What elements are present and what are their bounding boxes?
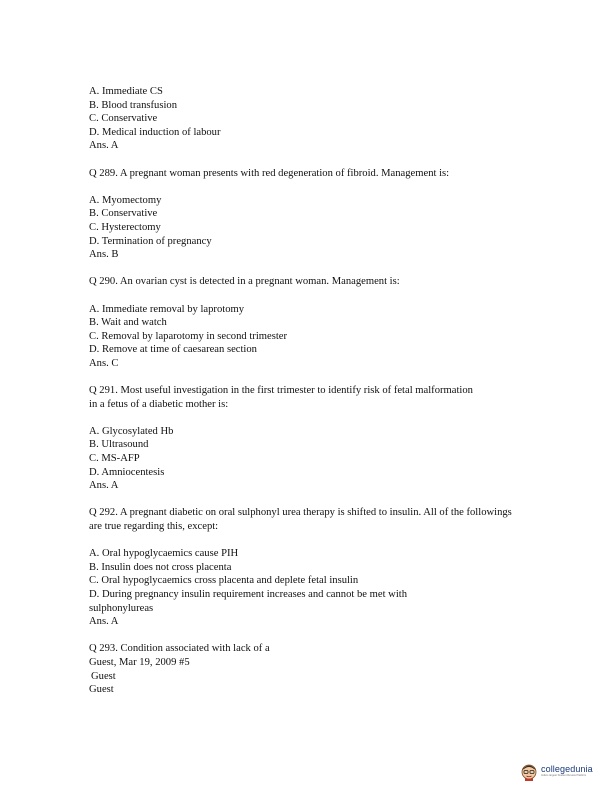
question-290-options — [89, 303, 529, 371]
option-d: D. During pregnancy insulin requirement increases and cannot be met with sulphonylureas — [89, 588, 408, 614]
question-text: Q 292. A pregnant diabetic on oral sulphonyl urea therapy is shifted to insulin. All of the followings are true regarding this, except: — [89, 507, 512, 532]
collegedunia-mascot-icon — [520, 761, 538, 781]
question-text: Q 290. An ovarian cyst is detected in a pregnant woman. Management is: — [89, 276, 400, 288]
option-b: B. Wait and watch — [89, 317, 167, 329]
collegedunia-logo[interactable] — [520, 760, 600, 782]
option-a: A. Oral hypoglycaemics cause PIH — [89, 548, 239, 560]
answer: Ans. B — [89, 249, 119, 261]
option-a: A. Immediate CS — [89, 86, 163, 97]
post-meta: Guest, Mar 19, 2009 #5 — [89, 656, 190, 668]
option-d: D. Medical induction of labour — [89, 126, 221, 138]
option-b: B. Conservative — [89, 208, 158, 220]
question-292-options — [89, 547, 529, 629]
question-291 — [89, 384, 529, 411]
answer: Ans. C — [89, 357, 119, 369]
option-c: C. MS-AFP — [89, 453, 140, 465]
question-text: Q 289. A pregnant woman presents with red degeneration of fibroid. Management is: — [89, 167, 450, 179]
question-288-tail — [89, 85, 529, 153]
post-author: Guest — [91, 670, 116, 682]
option-d: D. Amniocentesis — [89, 466, 165, 478]
option-c: C. Oral hypoglycaemics cross placenta and deplete fetal insulin — [89, 575, 359, 587]
option-a: A. Immediate removal by laprotomy — [89, 303, 245, 315]
page-content — [89, 85, 529, 697]
question-292 — [89, 506, 529, 533]
option-b: B. Insulin does not cross placenta — [89, 561, 232, 573]
option-c: C. Conservative — [89, 113, 158, 125]
answer: Ans. A — [89, 616, 119, 628]
question-293 — [89, 642, 529, 696]
logo-text — [541, 764, 593, 778]
option-b: B. Ultrasound — [89, 439, 149, 451]
option-a: A. Glycosylated Hb — [89, 425, 174, 437]
question-291-options — [89, 425, 529, 493]
option-d: D. Remove at time of caesarean section — [89, 344, 257, 356]
logo-tagline: India's largest Student Review Platform — [541, 774, 587, 777]
question-text: Q 293. Condition associated with lack of a — [89, 643, 270, 655]
question-290 — [89, 275, 529, 289]
option-c: C. Hysterectomy — [89, 221, 161, 233]
option-a: A. Myomectomy — [89, 194, 162, 206]
post-author-2: Guest — [89, 684, 114, 696]
answer: Ans. A — [89, 480, 119, 492]
question-text: Q 291. Most useful investigation in the first trimester to identify risk of fetal malformation in a fetus of a diabetic mother is: — [89, 385, 473, 410]
logo-name: collegedunia — [541, 764, 593, 774]
option-c: C. Removal by laparotomy in second trimester — [89, 330, 288, 342]
question-289-options — [89, 194, 529, 262]
answer: Ans. A — [89, 140, 119, 152]
option-b: B. Blood transfusion — [89, 99, 177, 111]
option-d: D. Termination of pregnancy — [89, 235, 212, 247]
question-289 — [89, 167, 529, 181]
